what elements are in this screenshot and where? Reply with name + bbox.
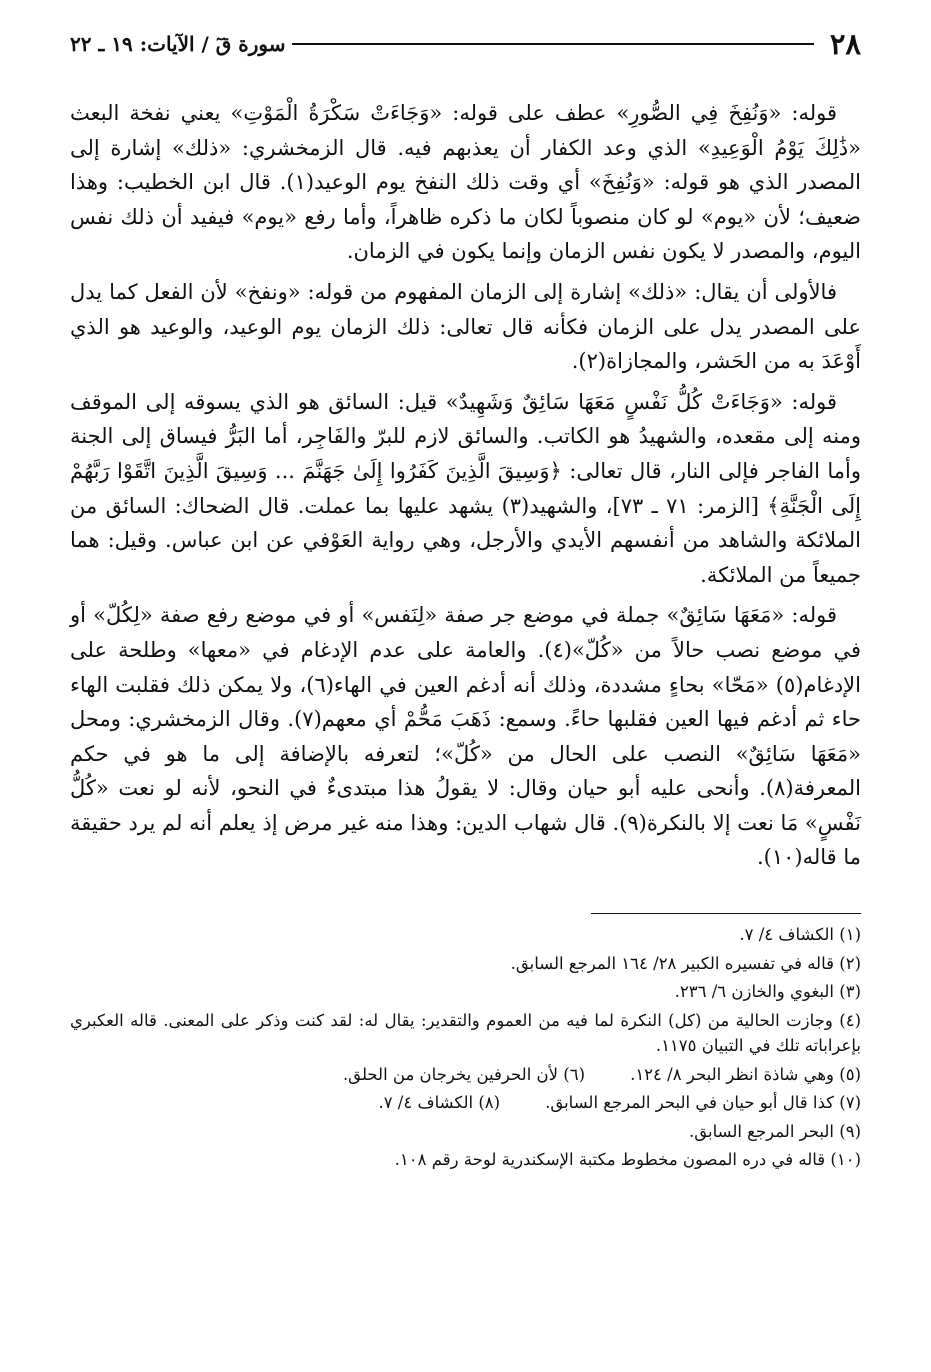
paragraph: قوله: «مَعَهَا سَائِقٌ» جملة في موضع جر صفة «لِنَفس» أو في موضع رفع صفة «لِكُلّ» أو في موضع نصب حالاً من «كُلّ»(٤). والعامة على عدم الإدغام في «معها» وطلحة على الإدغام(٥) «مَحّا» بحاءٍ مشددة، وذلك أنه أدغم العين في الهاء(٦)، ولا يمكن ذلك فقلبت الهاء حاء ثم أدغم فيها العين فقلبها حاءً. وسمع: ذَهَبَ مَحُّمْ أي معهم(٧). وقال الزمخشري: ومحل «مَعَهَا سَائِقٌ» النصب على الحال من «كُلّ»؛ لتعرفه بالإضافة إلى ما هو في حكم المعرفة(٨). وأنحى عليه أبو حيان وقال: لا يقولُ هذا مبتدىءٌ في النحو، لأنه لو نعت «كُلُّ نَفْسٍ» مَا نعت إلا بالنكرة(٩). قال شهاب الدين: وهذا منه غير مرض إذ يعلم أنه لم يرد حقيقة ما قاله(١٠). bbox=[70, 603, 861, 870]
footnote: (٢) قاله في تفسيره الكبير ٢٨/ ١٦٤ المرجع السابق. bbox=[510, 953, 861, 973]
footnote-row bbox=[70, 1062, 861, 1091]
footnote-row bbox=[70, 1090, 861, 1119]
main-text bbox=[70, 96, 861, 875]
page-number: ٢٨ bbox=[829, 27, 861, 61]
footnote: (١) الكشاف ٤/ ٧. bbox=[739, 925, 861, 945]
footnote: (٤) وجازت الحالية من (كل) النكرة لما فيه من العموم والتقدير: يقال له: لقد كنت وذكر على المعنى. قاله العكبري بإعراباته تلك في التبيان ١١٧٥. bbox=[70, 1010, 861, 1056]
paragraph: قوله: «وَجَاءَتْ كُلُّ نَفْسٍ مَعَهَا سَائِقٌ وَشَهِيدٌ» قيل: السائق هو الذي يسوقه إلى الموقف ومنه إلى مقعده، والشهيدُ هو الكاتب. والسائق لازم للبرّ والفَاجِر، أما البَرُّ فيساق إلى الجنة وأما الفاجر فإلى النار، قال تعالى: ﴿وَسِيقَ الَّذِينَ كَفَرُوا إِلَىٰ جَهَنَّمَ ... وَسِيقَ الَّذِينَ اتَّقَوْا رَبَّهُمْ إِلَى الْجَنَّةِ﴾ [الزمر: ٧١ ـ ٧٣]، والشهيد(٣) يشهد عليها بما عملت. قال الضحاك: السائق من الملائكة والشاهد من أنفسهم الأيدي والأرجل، وهي رواية العَوْفي عن ابن عباس. وقيل: هما جميعاً من الملائكة. bbox=[70, 389, 861, 587]
footnote: (٥) وهي شاذة انظر البحر ٨/ ١٢٤. bbox=[630, 1064, 861, 1084]
footnote-separator bbox=[591, 913, 861, 914]
header-rule bbox=[292, 43, 814, 45]
page-header bbox=[70, 20, 861, 68]
paragraph: قوله: «وَنُفِخَ فِي الصُّورِ» عطف على قوله: «وَجَاءَتْ سَكْرَةُ الْمَوْتِ» يعني نفخة البعث «ذَٰلِكَ يَوْمُ الْوَعِيدِ» الذي وعد الكفار أن يعذبهم فيه. قال الزمخشري: «ذلك» إشارة إلى المصدر الذي هو قوله: «وَنُفِخَ» أي وقت ذلك النفخ يوم الوعيد(١). قال ابن الخطيب: وهذا ضعيف؛ لأن «يوم» لو كان منصوباً لكان ما ذكره ظاهراً، وأما رفع «يوم» فيفيد أن ذلك نفس اليوم، والمصدر لا يكون نفس الزمان وإنما يكون في الزمان. bbox=[70, 101, 861, 264]
footnote: (٣) البغوي والخازن ٦/ ٢٣٦. bbox=[674, 982, 861, 1002]
footnote: (٧) كذا قال أبو حيان في البحر المرجع السابق. bbox=[545, 1093, 861, 1113]
footnote: (٩) البحر المرجع السابق. bbox=[688, 1121, 861, 1141]
footnotes bbox=[70, 922, 861, 1173]
footnote: (٦) لأن الحرفين يخرجان من الحلق. bbox=[342, 1064, 586, 1084]
running-title: سورة قٓ / الآيات: ١٩ ـ ٢٢ bbox=[70, 32, 286, 56]
footnote: (١٠) قاله في دره المصون مخطوط مكتبة الإسكندرية لوحة رقم ١٠٨. bbox=[394, 1150, 861, 1170]
footnote: (٨) الكشاف ٤/ ٧. bbox=[378, 1093, 501, 1113]
paragraph: فالأولى أن يقال: «ذلك» إشارة إلى الزمان المفهوم من قوله: «ونفخ» لأن الفعل كما يدل على المصدر يدل على الزمان فكأنه قال تعالى: ذلك الزمان يوم الوعيد، والوعيد هو الذي أَوْعَدَ به من الحَشر، والمجازاة(٢). bbox=[70, 279, 861, 374]
